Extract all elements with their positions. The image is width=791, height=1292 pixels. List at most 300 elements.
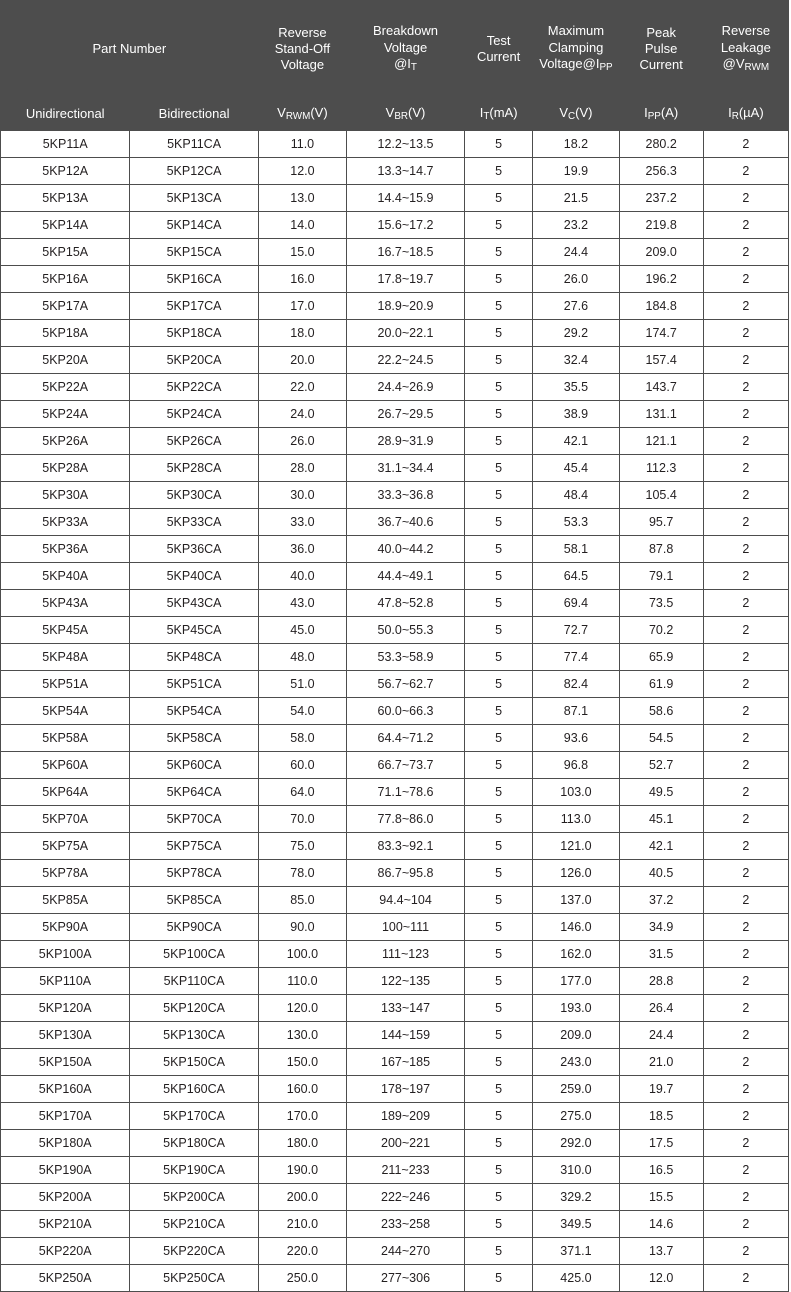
cell-unidirectional: 5KP78A xyxy=(1,860,130,887)
cell-vrwm: 12.0 xyxy=(258,158,346,185)
cell-unidirectional: 5KP43A xyxy=(1,590,130,617)
cell-bidirectional: 5KP33CA xyxy=(130,509,258,536)
cell-ir: 2 xyxy=(703,698,788,725)
cell-it: 5 xyxy=(464,158,532,185)
cell-it: 5 xyxy=(464,752,532,779)
cell-ir: 2 xyxy=(703,752,788,779)
cell-ir: 2 xyxy=(703,1076,788,1103)
cell-vbr: 36.7~40.6 xyxy=(347,509,465,536)
cell-vbr: 100~111 xyxy=(347,914,465,941)
cell-vrwm: 90.0 xyxy=(258,914,346,941)
cell-it: 5 xyxy=(464,374,532,401)
cell-ir: 2 xyxy=(703,563,788,590)
header-line-1: Reverse xyxy=(278,24,327,40)
cell-vbr: 56.7~62.7 xyxy=(347,671,465,698)
cell-ir: 2 xyxy=(703,725,788,752)
cell-it: 5 xyxy=(464,968,532,995)
table-row xyxy=(1,347,789,374)
cell-bidirectional: 5KP36CA xyxy=(130,536,258,563)
table-row xyxy=(1,1184,789,1211)
cell-unidirectional: 5KP22A xyxy=(1,374,130,401)
cell-bidirectional: 5KP48CA xyxy=(130,644,258,671)
cell-vrwm: 14.0 xyxy=(258,212,346,239)
cell-ir: 2 xyxy=(703,1184,788,1211)
cell-unidirectional: 5KP120A xyxy=(1,995,130,1022)
cell-it: 5 xyxy=(464,401,532,428)
cell-bidirectional: 5KP70CA xyxy=(130,806,258,833)
cell-it: 5 xyxy=(464,428,532,455)
cell-vrwm: 150.0 xyxy=(258,1049,346,1076)
cell-ipp: 52.7 xyxy=(619,752,703,779)
cell-bidirectional: 5KP28CA xyxy=(130,455,258,482)
header-line-2: Stand-Off xyxy=(274,40,331,56)
cell-unidirectional: 5KP14A xyxy=(1,212,130,239)
cell-it: 5 xyxy=(464,644,532,671)
table-row xyxy=(1,428,789,455)
cell-vc: 32.4 xyxy=(533,347,619,374)
cell-vc: 96.8 xyxy=(533,752,619,779)
cell-it: 5 xyxy=(464,1022,532,1049)
cell-bidirectional: 5KP16CA xyxy=(130,266,258,293)
cell-vbr: 277~306 xyxy=(347,1265,465,1292)
cell-ir: 2 xyxy=(703,293,788,320)
cell-vrwm: 11.0 xyxy=(258,131,346,158)
cell-vc: 93.6 xyxy=(533,725,619,752)
header-part-number-label: Part Number xyxy=(92,40,167,56)
table-row xyxy=(1,1076,789,1103)
cell-vbr: 47.8~52.8 xyxy=(347,590,465,617)
cell-vc: 193.0 xyxy=(533,995,619,1022)
cell-vc: 209.0 xyxy=(533,1022,619,1049)
cell-ir: 2 xyxy=(703,536,788,563)
cell-vc: 42.1 xyxy=(533,428,619,455)
cell-bidirectional: 5KP12CA xyxy=(130,158,258,185)
table-row xyxy=(1,1022,789,1049)
cell-unidirectional: 5KP85A xyxy=(1,887,130,914)
cell-ir: 2 xyxy=(703,995,788,1022)
cell-vbr: 144~159 xyxy=(347,1022,465,1049)
cell-vc: 72.7 xyxy=(533,617,619,644)
cell-unidirectional: 5KP100A xyxy=(1,941,130,968)
cell-vc: 48.4 xyxy=(533,482,619,509)
cell-bidirectional: 5KP43CA xyxy=(130,590,258,617)
cell-vbr: 64.4~71.2 xyxy=(347,725,465,752)
cell-it: 5 xyxy=(464,887,532,914)
cell-vc: 87.1 xyxy=(533,698,619,725)
cell-bidirectional: 5KP18CA xyxy=(130,320,258,347)
cell-vc: 292.0 xyxy=(533,1130,619,1157)
table-row xyxy=(1,806,789,833)
cell-it: 5 xyxy=(464,212,532,239)
cell-it: 5 xyxy=(464,698,532,725)
cell-ipp: 196.2 xyxy=(619,266,703,293)
cell-bidirectional: 5KP13CA xyxy=(130,185,258,212)
cell-vbr: 178~197 xyxy=(347,1076,465,1103)
cell-ir: 2 xyxy=(703,428,788,455)
table-row xyxy=(1,374,789,401)
cell-vc: 29.2 xyxy=(533,320,619,347)
cell-vbr: 40.0~44.2 xyxy=(347,536,465,563)
cell-bidirectional: 5KP200CA xyxy=(130,1184,258,1211)
cell-vbr: 167~185 xyxy=(347,1049,465,1076)
cell-ir: 2 xyxy=(703,806,788,833)
cell-ir: 2 xyxy=(703,482,788,509)
cell-it: 5 xyxy=(464,131,532,158)
cell-vrwm: 100.0 xyxy=(258,941,346,968)
cell-ipp: 256.3 xyxy=(619,158,703,185)
cell-bidirectional: 5KP26CA xyxy=(130,428,258,455)
cell-ir: 2 xyxy=(703,185,788,212)
cell-ipp: 112.3 xyxy=(619,455,703,482)
subheader-ir: $I_R(\mu A)$ xyxy=(703,98,788,131)
cell-ipp: 70.2 xyxy=(619,617,703,644)
cell-vbr: 26.7~29.5 xyxy=(347,401,465,428)
cell-vrwm: 78.0 xyxy=(258,860,346,887)
cell-vrwm: 110.0 xyxy=(258,968,346,995)
cell-vc: 53.3 xyxy=(533,509,619,536)
header-line-1: Reverse xyxy=(721,23,771,39)
cell-unidirectional: 5KP26A xyxy=(1,428,130,455)
cell-vc: 18.2 xyxy=(533,131,619,158)
cell-it: 5 xyxy=(464,914,532,941)
cell-ipp: 16.5 xyxy=(619,1157,703,1184)
cell-vc: 146.0 xyxy=(533,914,619,941)
cell-vrwm: 20.0 xyxy=(258,347,346,374)
cell-vc: 113.0 xyxy=(533,806,619,833)
cell-bidirectional: 5KP170CA xyxy=(130,1103,258,1130)
cell-vc: 371.1 xyxy=(533,1238,619,1265)
cell-bidirectional: 5KP120CA xyxy=(130,995,258,1022)
cell-vbr: 111~123 xyxy=(347,941,465,968)
cell-vbr: 20.0~22.1 xyxy=(347,320,465,347)
cell-unidirectional: 5KP28A xyxy=(1,455,130,482)
cell-bidirectional: 5KP60CA xyxy=(130,752,258,779)
cell-ir: 2 xyxy=(703,158,788,185)
table-row xyxy=(1,671,789,698)
cell-vbr: 24.4~26.9 xyxy=(347,374,465,401)
cell-vbr: 200~221 xyxy=(347,1130,465,1157)
cell-bidirectional: 5KP210CA xyxy=(130,1211,258,1238)
cell-unidirectional: 5KP30A xyxy=(1,482,130,509)
cell-it: 5 xyxy=(464,833,532,860)
cell-ipp: 95.7 xyxy=(619,509,703,536)
cell-vbr: 77.8~86.0 xyxy=(347,806,465,833)
cell-bidirectional: 5KP45CA xyxy=(130,617,258,644)
table-row xyxy=(1,401,789,428)
cell-bidirectional: 5KP11CA xyxy=(130,131,258,158)
cell-unidirectional: 5KP130A xyxy=(1,1022,130,1049)
subheader-bidirectional: Bidirectional xyxy=(130,98,258,131)
cell-vbr: 189~209 xyxy=(347,1103,465,1130)
table-row xyxy=(1,131,789,158)
cell-ipp: 121.1 xyxy=(619,428,703,455)
table-row xyxy=(1,968,789,995)
cell-it: 5 xyxy=(464,347,532,374)
cell-vc: 126.0 xyxy=(533,860,619,887)
cell-it: 5 xyxy=(464,563,532,590)
header-reverse-leakage xyxy=(703,1,788,98)
cell-vrwm: 36.0 xyxy=(258,536,346,563)
header-line-3: $@V_{RWM}$ xyxy=(722,55,770,74)
cell-vrwm: 160.0 xyxy=(258,1076,346,1103)
table-row xyxy=(1,1265,789,1292)
cell-vrwm: 22.0 xyxy=(258,374,346,401)
cell-vrwm: 45.0 xyxy=(258,617,346,644)
table-row xyxy=(1,563,789,590)
cell-vrwm: 54.0 xyxy=(258,698,346,725)
header-line-2: Pulse xyxy=(644,40,678,56)
table-row xyxy=(1,1157,789,1184)
cell-unidirectional: 5KP36A xyxy=(1,536,130,563)
header-line-3: Current xyxy=(639,57,683,73)
cell-unidirectional: 5KP13A xyxy=(1,185,130,212)
cell-ipp: 37.2 xyxy=(619,887,703,914)
cell-unidirectional: 5KP51A xyxy=(1,671,130,698)
cell-ipp: 28.8 xyxy=(619,968,703,995)
cell-unidirectional: 5KP54A xyxy=(1,698,130,725)
header-breakdown-voltage xyxy=(347,1,465,98)
cell-vc: 64.5 xyxy=(533,563,619,590)
cell-it: 5 xyxy=(464,482,532,509)
cell-ipp: 49.5 xyxy=(619,779,703,806)
cell-vc: 82.4 xyxy=(533,671,619,698)
cell-ir: 2 xyxy=(703,617,788,644)
cell-vrwm: 190.0 xyxy=(258,1157,346,1184)
cell-vc: 310.0 xyxy=(533,1157,619,1184)
cell-ipp: 18.5 xyxy=(619,1103,703,1130)
cell-it: 5 xyxy=(464,1103,532,1130)
cell-vrwm: 26.0 xyxy=(258,428,346,455)
cell-vc: 69.4 xyxy=(533,590,619,617)
cell-unidirectional: 5KP11A xyxy=(1,131,130,158)
cell-ipp: 54.5 xyxy=(619,725,703,752)
cell-vbr: 16.7~18.5 xyxy=(347,239,465,266)
cell-ipp: 280.2 xyxy=(619,131,703,158)
table-row xyxy=(1,185,789,212)
cell-ipp: 17.5 xyxy=(619,1130,703,1157)
cell-it: 5 xyxy=(464,185,532,212)
table-row xyxy=(1,725,789,752)
cell-ir: 2 xyxy=(703,509,788,536)
cell-it: 5 xyxy=(464,941,532,968)
cell-it: 5 xyxy=(464,779,532,806)
table-header xyxy=(1,1,789,131)
cell-vbr: 17.8~19.7 xyxy=(347,266,465,293)
cell-ir: 2 xyxy=(703,1238,788,1265)
cell-ir: 2 xyxy=(703,1211,788,1238)
cell-bidirectional: 5KP90CA xyxy=(130,914,258,941)
cell-vrwm: 60.0 xyxy=(258,752,346,779)
cell-vbr: 86.7~95.8 xyxy=(347,860,465,887)
cell-it: 5 xyxy=(464,1265,532,1292)
table-row xyxy=(1,698,789,725)
cell-unidirectional: 5KP48A xyxy=(1,644,130,671)
header-line-2: Voltage xyxy=(383,39,428,55)
cell-bidirectional: 5KP22CA xyxy=(130,374,258,401)
cell-ir: 2 xyxy=(703,968,788,995)
cell-vrwm: 180.0 xyxy=(258,1130,346,1157)
cell-vrwm: 75.0 xyxy=(258,833,346,860)
table-row xyxy=(1,1103,789,1130)
cell-bidirectional: 5KP15CA xyxy=(130,239,258,266)
table-row xyxy=(1,860,789,887)
cell-it: 5 xyxy=(464,1157,532,1184)
cell-bidirectional: 5KP150CA xyxy=(130,1049,258,1076)
cell-vrwm: 48.0 xyxy=(258,644,346,671)
cell-it: 5 xyxy=(464,1130,532,1157)
cell-vbr: 60.0~66.3 xyxy=(347,698,465,725)
header-line-3: Voltage xyxy=(280,57,325,73)
cell-it: 5 xyxy=(464,293,532,320)
cell-vbr: 13.3~14.7 xyxy=(347,158,465,185)
cell-unidirectional: 5KP70A xyxy=(1,806,130,833)
cell-vbr: 22.2~24.5 xyxy=(347,347,465,374)
table-body xyxy=(1,131,789,1292)
cell-vc: 77.4 xyxy=(533,644,619,671)
cell-bidirectional: 5KP180CA xyxy=(130,1130,258,1157)
cell-vrwm: 250.0 xyxy=(258,1265,346,1292)
cell-it: 5 xyxy=(464,266,532,293)
cell-ir: 2 xyxy=(703,914,788,941)
cell-unidirectional: 5KP60A xyxy=(1,752,130,779)
cell-ir: 2 xyxy=(703,1103,788,1130)
table-row xyxy=(1,293,789,320)
cell-ipp: 105.4 xyxy=(619,482,703,509)
cell-bidirectional: 5KP85CA xyxy=(130,887,258,914)
cell-bidirectional: 5KP40CA xyxy=(130,563,258,590)
cell-ir: 2 xyxy=(703,1130,788,1157)
cell-ir: 2 xyxy=(703,455,788,482)
cell-it: 5 xyxy=(464,509,532,536)
cell-vrwm: 64.0 xyxy=(258,779,346,806)
header-part-number xyxy=(1,1,259,98)
cell-ir: 2 xyxy=(703,644,788,671)
cell-vrwm: 130.0 xyxy=(258,1022,346,1049)
cell-vrwm: 24.0 xyxy=(258,401,346,428)
cell-it: 5 xyxy=(464,617,532,644)
cell-vrwm: 33.0 xyxy=(258,509,346,536)
cell-vc: 19.9 xyxy=(533,158,619,185)
cell-ir: 2 xyxy=(703,266,788,293)
cell-vbr: 83.3~92.1 xyxy=(347,833,465,860)
cell-ir: 2 xyxy=(703,671,788,698)
cell-unidirectional: 5KP210A xyxy=(1,1211,130,1238)
cell-ipp: 13.7 xyxy=(619,1238,703,1265)
cell-vc: 27.6 xyxy=(533,293,619,320)
cell-bidirectional: 5KP54CA xyxy=(130,698,258,725)
table-row xyxy=(1,995,789,1022)
cell-vc: 58.1 xyxy=(533,536,619,563)
cell-ipp: 42.1 xyxy=(619,833,703,860)
cell-vrwm: 210.0 xyxy=(258,1211,346,1238)
cell-ipp: 15.5 xyxy=(619,1184,703,1211)
cell-bidirectional: 5KP75CA xyxy=(130,833,258,860)
header-max-clamping-voltage xyxy=(533,1,619,98)
cell-ipp: 65.9 xyxy=(619,644,703,671)
table-row xyxy=(1,1211,789,1238)
cell-ir: 2 xyxy=(703,401,788,428)
table-row xyxy=(1,1238,789,1265)
cell-vc: 45.4 xyxy=(533,455,619,482)
cell-bidirectional: 5KP58CA xyxy=(130,725,258,752)
cell-ir: 2 xyxy=(703,860,788,887)
cell-ir: 2 xyxy=(703,320,788,347)
cell-ir: 2 xyxy=(703,347,788,374)
cell-ir: 2 xyxy=(703,833,788,860)
cell-unidirectional: 5KP250A xyxy=(1,1265,130,1292)
cell-unidirectional: 5KP190A xyxy=(1,1157,130,1184)
cell-ipp: 219.8 xyxy=(619,212,703,239)
cell-vrwm: 70.0 xyxy=(258,806,346,833)
cell-vbr: 66.7~73.7 xyxy=(347,752,465,779)
cell-vbr: 28.9~31.9 xyxy=(347,428,465,455)
cell-ir: 2 xyxy=(703,887,788,914)
header-line-1: Peak xyxy=(646,24,676,40)
cell-it: 5 xyxy=(464,671,532,698)
cell-vc: 38.9 xyxy=(533,401,619,428)
cell-bidirectional: 5KP190CA xyxy=(130,1157,258,1184)
table-row xyxy=(1,1130,789,1157)
cell-vrwm: 16.0 xyxy=(258,266,346,293)
table-row xyxy=(1,779,789,806)
header-line-2: Leakage xyxy=(720,39,771,55)
cell-ir: 2 xyxy=(703,1157,788,1184)
cell-ipp: 24.4 xyxy=(619,1022,703,1049)
cell-it: 5 xyxy=(464,239,532,266)
cell-unidirectional: 5KP45A xyxy=(1,617,130,644)
cell-unidirectional: 5KP40A xyxy=(1,563,130,590)
cell-unidirectional: 5KP170A xyxy=(1,1103,130,1130)
cell-vrwm: 220.0 xyxy=(258,1238,346,1265)
cell-bidirectional: 5KP51CA xyxy=(130,671,258,698)
cell-bidirectional: 5KP14CA xyxy=(130,212,258,239)
cell-vc: 349.5 xyxy=(533,1211,619,1238)
table-row xyxy=(1,212,789,239)
cell-vrwm: 13.0 xyxy=(258,185,346,212)
cell-unidirectional: 5KP150A xyxy=(1,1049,130,1076)
cell-ipp: 19.7 xyxy=(619,1076,703,1103)
table-row xyxy=(1,1049,789,1076)
cell-vrwm: 15.0 xyxy=(258,239,346,266)
header-test-current xyxy=(464,1,532,98)
subheader-unidirectional: Unidirectional xyxy=(1,98,130,131)
cell-unidirectional: 5KP58A xyxy=(1,725,130,752)
cell-ipp: 209.0 xyxy=(619,239,703,266)
cell-vrwm: 17.0 xyxy=(258,293,346,320)
cell-vrwm: 43.0 xyxy=(258,590,346,617)
cell-vrwm: 58.0 xyxy=(258,725,346,752)
cell-unidirectional: 5KP90A xyxy=(1,914,130,941)
cell-vbr: 94.4~104 xyxy=(347,887,465,914)
cell-unidirectional: 5KP180A xyxy=(1,1130,130,1157)
cell-it: 5 xyxy=(464,1238,532,1265)
cell-ir: 2 xyxy=(703,590,788,617)
cell-ipp: 34.9 xyxy=(619,914,703,941)
subheader-it: $I_T(mA)$ xyxy=(464,98,532,131)
cell-vbr: 31.1~34.4 xyxy=(347,455,465,482)
cell-it: 5 xyxy=(464,455,532,482)
cell-it: 5 xyxy=(464,320,532,347)
cell-vc: 35.5 xyxy=(533,374,619,401)
cell-vc: 275.0 xyxy=(533,1103,619,1130)
cell-vrwm: 18.0 xyxy=(258,320,346,347)
cell-ipp: 31.5 xyxy=(619,941,703,968)
cell-vc: 103.0 xyxy=(533,779,619,806)
cell-ir: 2 xyxy=(703,239,788,266)
table-row xyxy=(1,833,789,860)
cell-vbr: 244~270 xyxy=(347,1238,465,1265)
cell-ipp: 184.8 xyxy=(619,293,703,320)
